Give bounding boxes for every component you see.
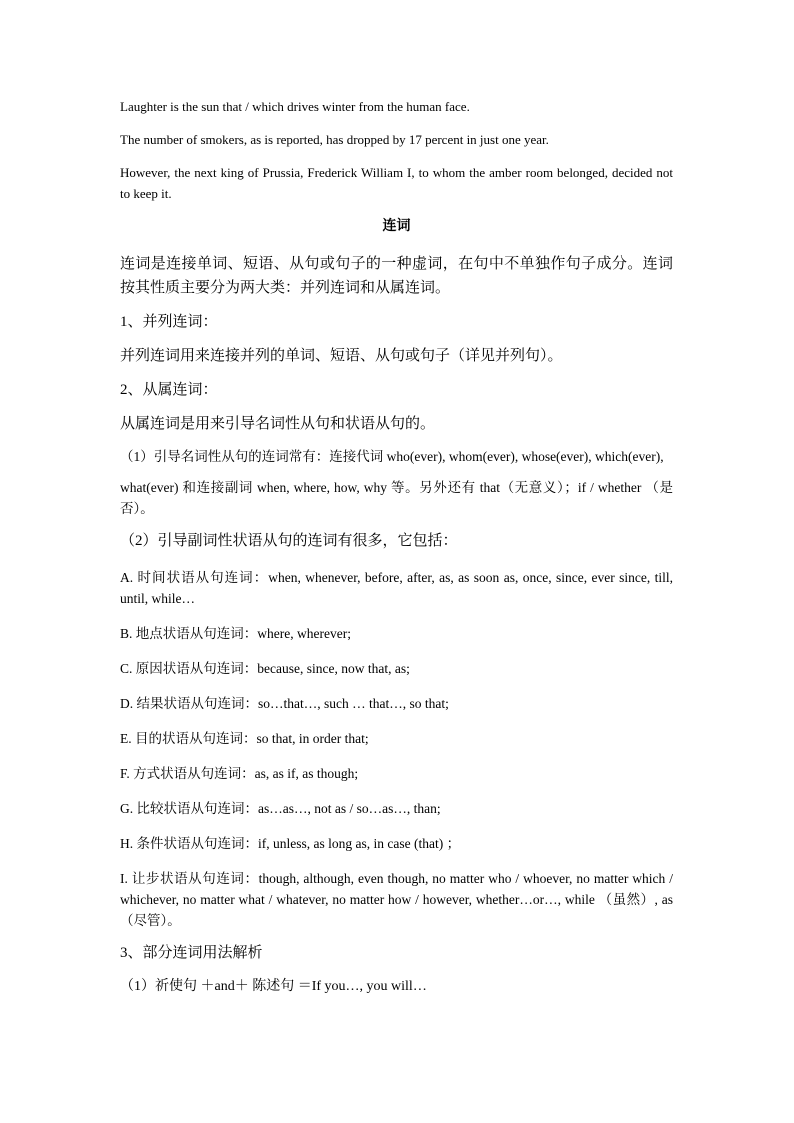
usage-item-1: （1）祈使句 ＋and＋ 陈述句 ＝If you…, you will…	[120, 979, 427, 994]
adverbial-item-purpose: E. 目的状语从句连词：so that, in order that;	[120, 731, 369, 746]
subordinating-heading: 2、从属连词：	[120, 382, 218, 398]
example-sentence-2: The number of smokers, as is reported, has dropped by 17 percent in just one year.	[120, 132, 549, 147]
coordinating-heading: 1、并列连词：	[120, 314, 218, 330]
adverbial-clause-intro: （2）引导副词性状语从句的连词有很多，它包括：	[120, 533, 458, 549]
intro-paragraph: 连词是连接单词、短语、从句或句子的一种虚词，在句中不单独作句子成分。连词按其性质主要分为两大类：并列连词和从属连词。	[120, 256, 673, 296]
adverbial-item-manner: F. 方式状语从句连词：as, as if, as though;	[120, 766, 359, 781]
adverbial-item-time: A. 时间状语从句连词：when, whenever, before, after, as, as soon as, once, since, ever since, till, until, while…	[120, 570, 673, 606]
example-sentence-1: Laughter is the sun that / which drives winter from the human face.	[120, 99, 470, 114]
subordinating-text: 从属连词是用来引导名词性从句和状语从句的。	[120, 416, 436, 432]
document-page	[120, 96, 673, 999]
adverbial-item-place: B. 地点状语从句连词：where, wherever;	[120, 626, 351, 641]
section-title: 连词	[382, 219, 411, 234]
coordinating-text: 并列连词用来连接并列的单词、短语、从句或句子（详见并列句）。	[120, 348, 563, 364]
adverbial-item-concession: I. 让步状语从句连词：though, although, even though, no matter who / whoever, no matter which / whichever, no matter what / whatever, no matter how / however, whether…or…, while （虽然）, as（尽管）。	[120, 871, 673, 928]
adverbial-item-condition: H. 条件状语从句连词：if, unless, as long as, in case (that) ；	[120, 836, 461, 851]
adverbial-item-reason: C. 原因状语从句连词：because, since, now that, as;	[120, 661, 410, 676]
adverbial-item-result: D. 结果状语从句连词：so…that…, such … that…, so that;	[120, 696, 449, 711]
usage-heading: 3、部分连词用法解析	[120, 945, 263, 961]
noun-clause-line-1: （1）引导名词性从句的连词常有：连接代词 who(ever), whom(ever), whose(ever), which(ever),	[120, 449, 664, 464]
noun-clause-line-2: what(ever) 和连接副词 when, where, how, why 等。另外还有 that（无意义）；if / whether （是否）。	[120, 480, 673, 516]
adverbial-item-comparison: G. 比较状语从句连词：as…as…, not as / so…as…, than;	[120, 801, 441, 816]
example-sentence-3: However, the next king of Prussia, Frederick William I, to whom the amber room belonged, decided not to keep it.	[120, 165, 673, 201]
